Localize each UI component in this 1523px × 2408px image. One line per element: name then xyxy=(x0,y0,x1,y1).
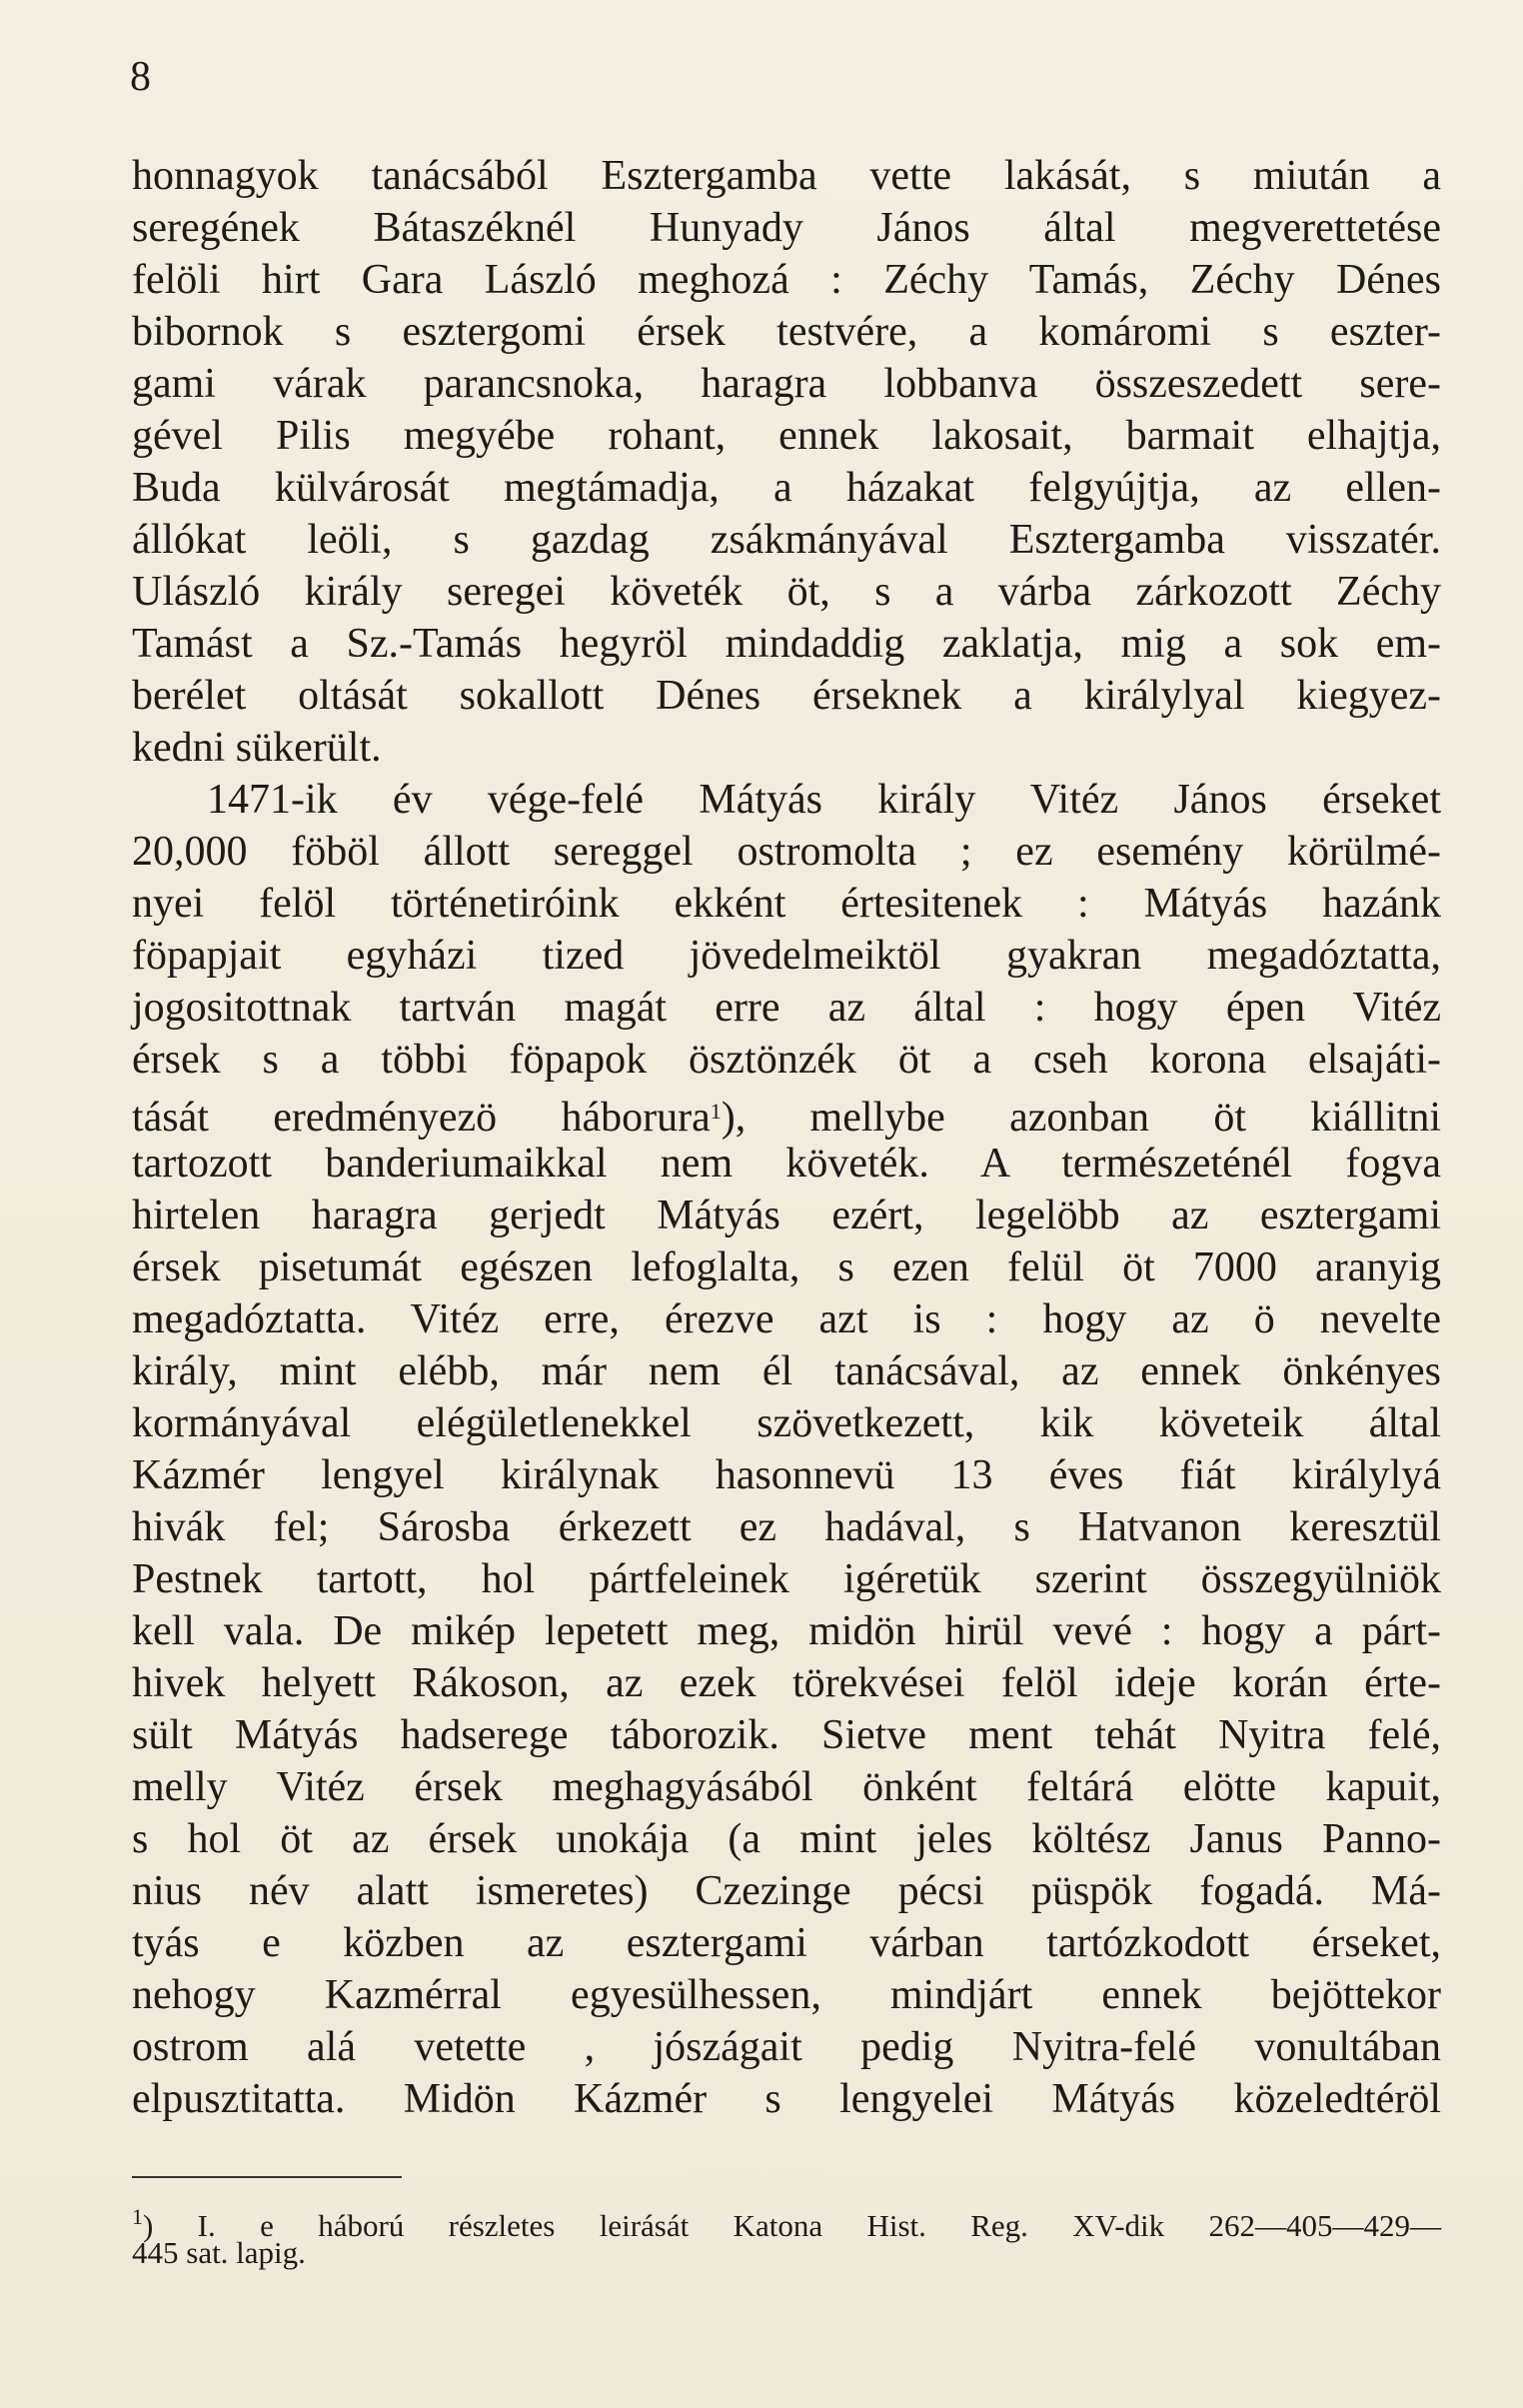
text-line: hirtelen haragra gerjedt Mátyás ezért, legelöbb az esztergami xyxy=(132,1193,1441,1238)
text-line: sült Mátyás hadserege táborozik. Sietve ment tehát Nyitra felé, xyxy=(132,1712,1441,1758)
text-line: Buda külvárosát megtámadja, a házakat felgyújtja, az ellen- xyxy=(132,465,1441,511)
text-line: Kázmér lengyel királynak hasonnevü 13 éves fiát királylyá xyxy=(132,1452,1441,1498)
footnote-line: $^1$) I. e háború részletes leirását Katona Hist. Reg. XV-dik 262—405—429— xyxy=(132,2204,1441,2243)
text-line: megadóztatta. Vitéz erre, érezve azt is : hogy az ö nevelte xyxy=(132,1296,1441,1342)
text-line: elpusztitatta. Midön Kázmér s lengyelei Mátyás közeledtéröl xyxy=(132,2076,1441,2122)
text-line: ostrom alá vetette , jószágait pedig Nyitra-felé vonultában xyxy=(132,2024,1441,2070)
text-line: Ulászló király seregei követék öt, s a várba zárkozott Zéchy xyxy=(132,569,1441,615)
text-line: kedni sükerült. xyxy=(132,725,382,771)
text-line: föpapjait egyházi tized jövedelmeiktöl gyakran megadóztatta, xyxy=(132,933,1441,979)
text-line: gével Pilis megyébe rohant, ennek lakosait, barmait elhajtja, xyxy=(132,413,1441,459)
text-line: gami várak parancsnoka, haragra lobbanva összeszedett sere- xyxy=(132,361,1441,407)
text-line: Tamást a Sz.-Tamás hegyröl mindaddig zaklatja, mig a sok em- xyxy=(132,621,1441,667)
text-line: érsek pisetumát egészen lefoglalta, s ezen felül öt 7000 aranyig xyxy=(132,1244,1441,1290)
text-line: nyei felöl történetiróink ekként értesitenek : Mátyás hazánk xyxy=(132,881,1441,927)
text-line: hivák fel; Sárosba érkezett ez hadával, s Hatvanon keresztül xyxy=(132,1504,1441,1550)
text-segment: tását eredményezö háborura xyxy=(132,1095,711,1141)
text-line: nehogy Kazmérral egyesülhessen, mindjárt ennek bejöttekor xyxy=(132,1972,1441,2018)
text-line: honnagyok tanácsából Esztergamba vette lakását, s miután a xyxy=(132,153,1441,199)
text-line-with-footnote: tását eredményezö háborura$^1$), mellybe azonban öt kiállitni xyxy=(132,1095,1441,1141)
text-line: bibornok s esztergomi érsek testvére, a komáromi s eszter- xyxy=(132,309,1441,355)
footnote-line: 445 sat. lapig. xyxy=(132,2235,306,2270)
text-line: s hol öt az érsek unokája (a mint jeles költész Janus Panno- xyxy=(132,1816,1441,1862)
text-line: hivek helyett Rákoson, az ezek törekvései felöl ideje korán érte- xyxy=(132,1660,1441,1706)
footnote-reference: 1 xyxy=(710,1099,722,1124)
text-line: nius név alatt ismeretes) Czezinge pécsi püspök fogadá. Má- xyxy=(132,1868,1441,1914)
body-text xyxy=(132,150,1441,2125)
text-line: jogositottnak tartván magát erre az által : hogy épen Vitéz xyxy=(132,985,1441,1031)
text-line: állókat leöli, s gazdag zsákmányával Esztergamba visszatér. xyxy=(132,517,1441,563)
text-line: tartozott banderiumaikkal nem követék. A természeténél fogva xyxy=(132,1141,1441,1187)
text-line: tyás e közben az esztergami várban tartózkodott érseket, xyxy=(132,1920,1441,1966)
text-line: felöli hirt Gara László meghozá : Zéchy Tamás, Zéchy Dénes xyxy=(132,257,1441,303)
text-line: kormányával elégületlenekkel szövetkezett, kik követeik által xyxy=(132,1400,1441,1446)
text-line: seregének Bátaszéknél Hunyady János által megverettetése xyxy=(132,205,1441,251)
footnote-divider xyxy=(132,2176,402,2178)
text-line: melly Vitéz érsek meghagyásából önként feltárá elötte kapuit, xyxy=(132,1764,1441,1810)
text-line: kell vala. De mikép lepetett meg, midön hirül vevé : hogy a párt- xyxy=(132,1608,1441,1654)
footnote-mark: 1 xyxy=(132,2204,143,2229)
text-line: 1471-ik év vége-felé Mátyás király Vitéz János érseket xyxy=(207,777,1441,823)
text-line: 20,000 föböl állott sereggel ostromolta ; ez esemény körülmé- xyxy=(132,829,1441,875)
text-line: király, mint elébb, már nem él tanácsával, az ennek önkényes xyxy=(132,1348,1441,1394)
text-line: Pestnek tartott, hol pártfeleinek igéretük szerint összegyülniök xyxy=(132,1556,1441,1602)
text-segment: , mellybe azonban öt kiállitni xyxy=(735,1095,1441,1141)
page-number: 8 xyxy=(130,54,151,100)
footnote xyxy=(132,2199,1441,2271)
footnote-text: I. e háború részletes leirását Katona Hist. Reg. XV-dik 262—405—429— xyxy=(153,2208,1441,2243)
text-line: berélet oltását sokallott Dénes érseknek a királylyal kiegyez- xyxy=(132,673,1441,719)
text-line: érsek s a többi föpapok ösztönzék öt a cseh korona elsajáti- xyxy=(132,1037,1441,1083)
